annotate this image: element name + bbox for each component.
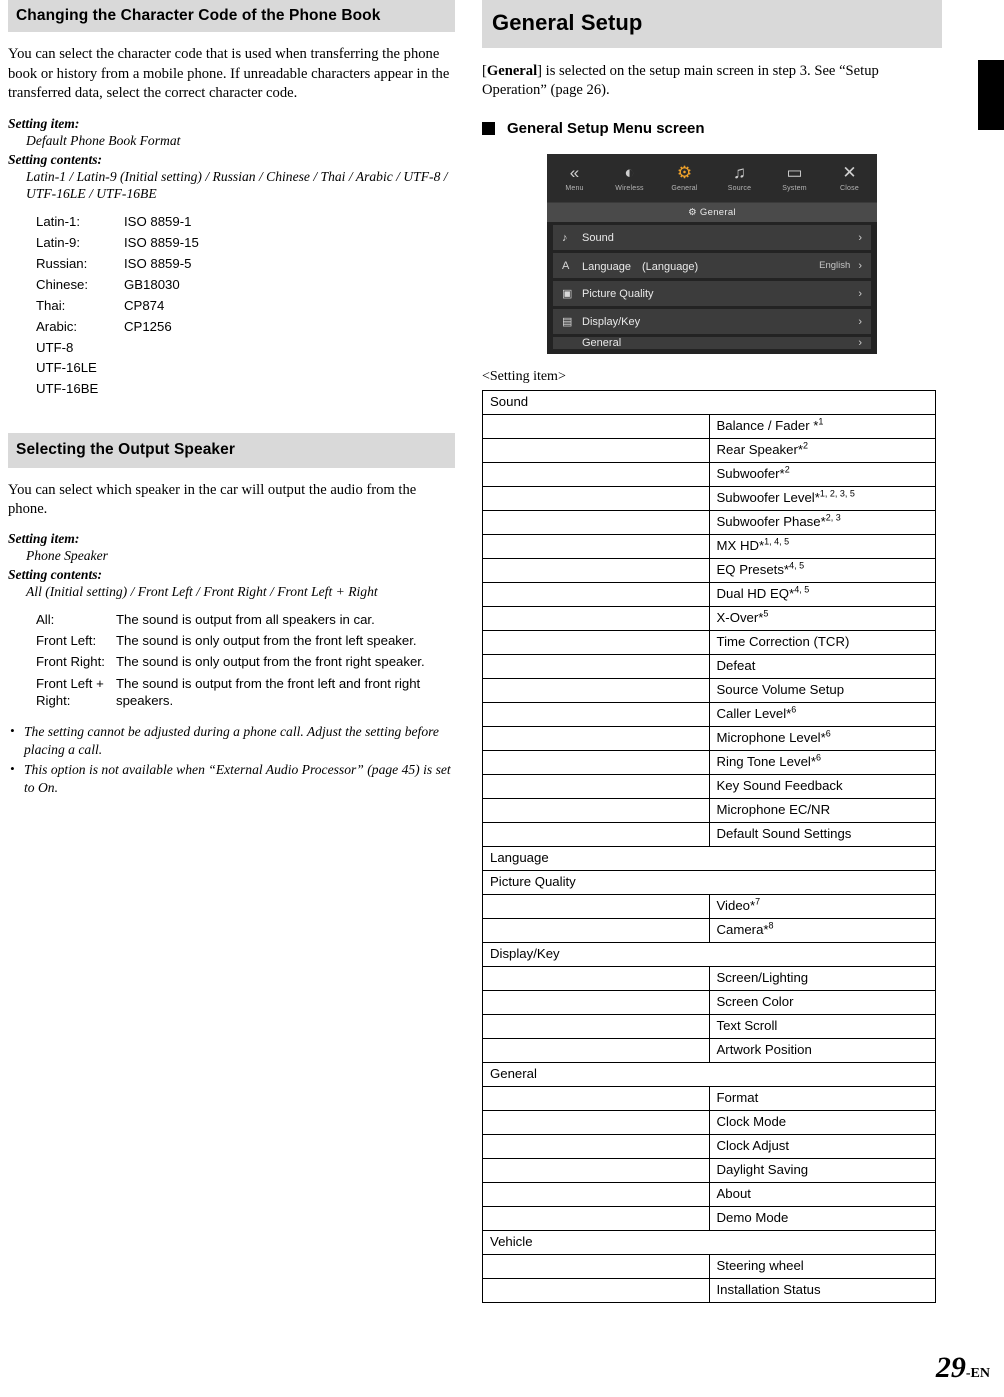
menu-item-label: General xyxy=(483,1063,936,1087)
menu-item-label: Caller Level*$^6$ xyxy=(709,703,936,727)
table-row xyxy=(483,1255,936,1279)
menu-item-label: Subwoofer Phase*$^{2, 3}$ xyxy=(709,511,936,535)
chevron-right-icon: › xyxy=(858,337,862,350)
code-name: Thai: xyxy=(36,297,66,313)
indent-cell xyxy=(483,583,710,607)
toolbar-item-source[interactable] xyxy=(714,164,766,192)
code-name: UTF-16LE xyxy=(36,360,97,376)
code-row xyxy=(36,379,455,400)
table-row xyxy=(483,391,936,415)
table-row xyxy=(483,799,936,823)
menu-item-label: Subwoofer Level*$^{1, 2, 3, 5}$ xyxy=(709,487,936,511)
table-row xyxy=(483,1015,936,1039)
indent-cell xyxy=(483,1183,710,1207)
setting-item-value-2: Phone Speaker xyxy=(26,548,108,564)
menu-item-label: Ring Tone Level*$^6$ xyxy=(709,751,936,775)
footnote-marker: 2 xyxy=(784,465,790,475)
code-value: CP874 xyxy=(124,297,165,313)
speaker-desc: The sound is output from all speakers in car. xyxy=(116,612,375,628)
speaker-row xyxy=(36,675,455,709)
table-row xyxy=(483,1159,936,1183)
table-row xyxy=(483,895,936,919)
left-column xyxy=(8,0,455,799)
indent-cell xyxy=(483,727,710,751)
table-row xyxy=(483,583,936,607)
music-note-icon: ♫ xyxy=(733,163,746,183)
code-value xyxy=(124,338,455,359)
menu-item-label: Subwoofer*$^2$ xyxy=(709,463,936,487)
menu-item-label: Demo Mode xyxy=(709,1207,936,1231)
indent-cell xyxy=(483,1015,710,1039)
menu-item-label: Language xyxy=(483,847,936,871)
page-title: General Setup xyxy=(482,0,942,48)
indent-cell xyxy=(483,919,710,943)
general-setup-intro xyxy=(482,62,942,101)
speaker-row xyxy=(36,652,455,673)
toolbar-item-close[interactable] xyxy=(824,164,876,192)
footnote-marker: 6 xyxy=(791,705,797,715)
speaker-row xyxy=(36,631,455,652)
code-row xyxy=(36,212,455,233)
footnote-marker: 8 xyxy=(768,921,774,931)
indent-cell xyxy=(483,1087,710,1111)
setting-contents-label-2: Setting contents: xyxy=(8,567,103,583)
picture-icon: ▣ xyxy=(562,288,573,301)
toolbar-item-menu[interactable] xyxy=(549,164,601,192)
indent-cell xyxy=(483,1135,710,1159)
menu-item-label: Dual HD EQ*$^{4, 5}$ xyxy=(709,583,936,607)
indent-cell xyxy=(483,1279,710,1303)
page-number-suffix: -EN xyxy=(965,1366,990,1381)
menu-item-label: About xyxy=(709,1183,936,1207)
table-row xyxy=(483,463,936,487)
code-name: Arabic: xyxy=(36,318,78,334)
toolbar-label: Menu xyxy=(565,185,584,193)
indent-cell xyxy=(483,703,710,727)
table-row xyxy=(483,919,936,943)
code-name: UTF-8 xyxy=(36,339,74,355)
table-row xyxy=(483,511,936,535)
toolbar-label: System xyxy=(782,185,807,193)
table-row xyxy=(483,1087,936,1111)
device-row-picture-quality[interactable] xyxy=(553,281,871,306)
device-row-label: General xyxy=(582,337,622,350)
display-key-icon: ▤ xyxy=(562,316,573,329)
indent-cell xyxy=(483,751,710,775)
indent-cell xyxy=(483,631,710,655)
code-value: ISO 8859-5 xyxy=(124,256,192,272)
menu-item-label: Rear Speaker*$^2$ xyxy=(709,439,936,463)
general-setup-menu-table xyxy=(482,390,936,1303)
device-screenshot xyxy=(547,154,877,354)
menu-item-label: Format xyxy=(709,1087,936,1111)
menu-item-label: Steering wheel xyxy=(709,1255,936,1279)
display-icon: ▭ xyxy=(786,163,803,183)
page-number-value: 29 xyxy=(935,1351,966,1384)
menu-item-label: Text Scroll xyxy=(709,1015,936,1039)
toolbar-label: Source xyxy=(727,185,752,193)
device-row-label: Sound xyxy=(582,231,614,244)
table-row xyxy=(483,439,936,463)
setting-contents-label-1: Setting contents: xyxy=(8,151,103,167)
code-row xyxy=(36,254,455,275)
device-screen-title: ⚙ General xyxy=(547,203,877,222)
indent-cell xyxy=(483,1255,710,1279)
indent-cell xyxy=(483,655,710,679)
device-row-value: English xyxy=(819,260,851,272)
table-row xyxy=(483,871,936,895)
subheading-label: General Setup Menu screen xyxy=(507,120,705,138)
indent-cell xyxy=(483,799,710,823)
code-value: GB18030 xyxy=(124,276,180,292)
footnote-marker: 7 xyxy=(755,897,761,907)
right-column xyxy=(482,0,942,1303)
indent-cell xyxy=(483,679,710,703)
menu-item-label: Microphone EC/NR xyxy=(709,799,936,823)
table-row xyxy=(483,679,936,703)
menu-item-label: Screen Color xyxy=(709,991,936,1015)
chevron-right-icon: › xyxy=(858,231,862,244)
table-row xyxy=(483,1111,936,1135)
device-row-language[interactable] xyxy=(553,253,871,278)
table-row xyxy=(483,1231,936,1255)
toolbar-item-system[interactable] xyxy=(769,164,821,192)
table-row xyxy=(483,1279,936,1303)
footnote-marker: 1, 4, 5 xyxy=(764,537,790,547)
device-row-label: Display/Key xyxy=(582,315,641,328)
menu-item-label: Daylight Saving xyxy=(709,1159,936,1183)
section-heading-output-speaker: Selecting the Output Speaker xyxy=(8,433,455,467)
indent-cell xyxy=(483,1159,710,1183)
code-row xyxy=(36,275,455,296)
setting-item-label-1: Setting item: xyxy=(8,115,80,131)
device-row-sound[interactable] xyxy=(553,225,871,250)
speaker-row xyxy=(36,610,455,631)
speaker-desc: The sound is only output from the front left speaker. xyxy=(116,633,417,649)
square-bullet-icon xyxy=(482,122,495,135)
footnote-marker: 2, 3 xyxy=(825,513,841,523)
table-row xyxy=(483,1183,936,1207)
table-row xyxy=(483,631,936,655)
speaker-name: Front Right: xyxy=(36,653,105,669)
device-row-general[interactable] xyxy=(553,337,871,349)
table-row xyxy=(483,727,936,751)
intro-rest: ] is selected on the setup main screen in step 3. See “Setup Operation” (page 26). xyxy=(482,62,879,98)
footnote-marker: 1 xyxy=(818,417,824,427)
code-name: Russian: xyxy=(36,256,88,272)
table-row xyxy=(483,991,936,1015)
close-icon: ✕ xyxy=(842,163,857,183)
page-number xyxy=(936,1351,990,1385)
speaker-name: All: xyxy=(36,612,55,628)
note-item: • This option is not available when “External Audio Processor” (page 45) is set to On. xyxy=(8,761,455,797)
table-row xyxy=(483,823,936,847)
setting-item-caption: <Setting item> xyxy=(482,369,566,385)
speaker-option-list xyxy=(36,610,455,709)
table-row xyxy=(483,607,936,631)
menu-item-label: Key Sound Feedback xyxy=(709,775,936,799)
code-value xyxy=(124,379,455,400)
footnote-marker: 1, 2, 3, 5 xyxy=(819,489,855,499)
menu-item-label: Vehicle xyxy=(483,1231,936,1255)
indent-cell xyxy=(483,1207,710,1231)
device-row-label: Picture Quality xyxy=(582,287,654,300)
device-row-label: Language (Language) xyxy=(582,260,699,273)
toolbar-item-general[interactable] xyxy=(659,164,711,192)
indent-cell xyxy=(483,991,710,1015)
table-row xyxy=(483,1135,936,1159)
chevron-right-icon: › xyxy=(858,287,862,300)
table-row xyxy=(483,535,936,559)
indent-cell xyxy=(483,607,710,631)
code-row xyxy=(36,317,455,338)
code-value: ISO 8859-15 xyxy=(124,235,199,251)
table-row xyxy=(483,775,936,799)
menu-item-label: Source Volume Setup xyxy=(709,679,936,703)
indent-cell xyxy=(483,487,710,511)
menu-icon: « xyxy=(569,163,580,183)
table-row xyxy=(483,1207,936,1231)
footnote-marker: 6 xyxy=(815,753,821,763)
output-speaker-intro: You can select which speaker in the car will output the audio from the phone. xyxy=(8,481,417,517)
table-row xyxy=(483,1039,936,1063)
menu-item-label: Installation Status xyxy=(709,1279,936,1303)
code-value xyxy=(124,358,455,379)
code-row xyxy=(36,296,455,317)
language-icon: A xyxy=(562,259,570,272)
indent-cell xyxy=(483,559,710,583)
setting-item-value-1: Default Phone Book Format xyxy=(26,132,181,148)
footnote-marker: 6 xyxy=(825,729,831,739)
table-row xyxy=(483,559,936,583)
table-row xyxy=(483,655,936,679)
menu-item-label: Default Sound Settings xyxy=(709,823,936,847)
table-row xyxy=(483,487,936,511)
speaker-notes xyxy=(8,723,455,797)
music-note-icon: ♪ xyxy=(562,231,568,244)
footnote-marker: 4, 5 xyxy=(794,585,810,595)
menu-item-label: Clock Mode xyxy=(709,1111,936,1135)
menu-item-label: Camera*$^8$ xyxy=(709,919,936,943)
menu-item-label: Balance / Fader *$^1$ xyxy=(709,415,936,439)
setting-item-label-2: Setting item: xyxy=(8,531,80,547)
table-row xyxy=(483,943,936,967)
menu-item-label: Video*$^7$ xyxy=(709,895,936,919)
menu-item-label: Defeat xyxy=(709,655,936,679)
table-row xyxy=(483,751,936,775)
speaker-desc: The sound is only output from the front right speaker. xyxy=(116,653,425,669)
speaker-name: Front Left: xyxy=(36,633,97,649)
code-value: ISO 8859-1 xyxy=(124,214,192,230)
character-code-list xyxy=(36,212,455,400)
menu-item-label: Display/Key xyxy=(483,943,936,967)
setting-contents-value-2: All (Initial setting) / Front Left / Front Right / Front Left + Right xyxy=(26,584,378,600)
menu-item-label: X-Over*$^5$ xyxy=(709,607,936,631)
code-name: UTF-16BE xyxy=(36,381,99,397)
indent-cell xyxy=(483,775,710,799)
code-name: Latin-9: xyxy=(36,235,80,251)
footnote-marker: 4, 5 xyxy=(789,561,805,571)
menu-item-label: Clock Adjust xyxy=(709,1135,936,1159)
indent-cell xyxy=(483,511,710,535)
code-name: Latin-1: xyxy=(36,214,80,230)
toolbar-label: Close xyxy=(840,185,859,193)
speaker-name: Front Left + Right: xyxy=(36,675,104,708)
setting-contents-value-1: Latin-1 / Latin-9 (Initial setting) / Russian / Chinese / Thai / Arabic / UTF-8 / UTF-16LE / UTF-16BE xyxy=(26,168,448,202)
table-row xyxy=(483,967,936,991)
section-heading-character-code: Changing the Character Code of the Phone Book xyxy=(8,0,455,32)
footnote-marker: 5 xyxy=(763,609,769,619)
indent-cell xyxy=(483,823,710,847)
bracket-open: [ xyxy=(482,62,487,79)
indent-cell xyxy=(483,967,710,991)
table-row xyxy=(483,1063,936,1087)
footnote-marker: 2 xyxy=(803,441,809,451)
table-row xyxy=(483,415,936,439)
code-name: Chinese: xyxy=(36,276,89,292)
menu-item-label: MX HD*$^{1, 4, 5}$ xyxy=(709,535,936,559)
code-row xyxy=(36,358,455,379)
wireless-icon: ◐ xyxy=(624,163,635,183)
indent-cell xyxy=(483,439,710,463)
general-keyword: General xyxy=(486,62,538,79)
menu-item-label: Time Correction (TCR) xyxy=(709,631,936,655)
menu-item-label: Screen/Lighting xyxy=(709,967,936,991)
toolbar-label: Wireless xyxy=(615,185,644,193)
gear-icon: ⚙ xyxy=(676,163,693,183)
device-row-display-key[interactable] xyxy=(553,309,871,334)
indent-cell xyxy=(483,895,710,919)
general-setup-menu-subheading xyxy=(482,120,942,137)
device-top-toolbar xyxy=(547,154,877,203)
table-row xyxy=(483,703,936,727)
menu-item-label: Artwork Position xyxy=(709,1039,936,1063)
page-edge-tab xyxy=(978,60,1004,130)
chevron-right-icon: › xyxy=(858,259,862,272)
indent-cell xyxy=(483,535,710,559)
chevron-right-icon: › xyxy=(858,315,862,328)
indent-cell xyxy=(483,463,710,487)
menu-item-label: Microphone Level*$^6$ xyxy=(709,727,936,751)
menu-item-label: EQ Presets*$^{4, 5}$ xyxy=(709,559,936,583)
character-code-intro: You can select the character code that is used when transferring the phone book or history from a mobile phone. If unreadable characters appear in the transferred data, select the correct character code. xyxy=(8,46,450,102)
note-item: • The setting cannot be adjusted during a phone call. Adjust the setting before placing a call. xyxy=(8,723,455,759)
table-row xyxy=(483,847,936,871)
toolbar-label: General xyxy=(671,185,698,193)
menu-item-label: Sound xyxy=(483,391,936,415)
speaker-desc: The sound is output from the front left and front right speakers. xyxy=(116,675,421,708)
indent-cell xyxy=(483,415,710,439)
indent-cell xyxy=(483,1039,710,1063)
code-row xyxy=(36,338,455,359)
indent-cell xyxy=(483,1111,710,1135)
code-value: CP1256 xyxy=(124,318,172,334)
toolbar-item-wireless[interactable] xyxy=(604,164,656,192)
code-row xyxy=(36,233,455,254)
menu-item-label: Picture Quality xyxy=(483,871,936,895)
